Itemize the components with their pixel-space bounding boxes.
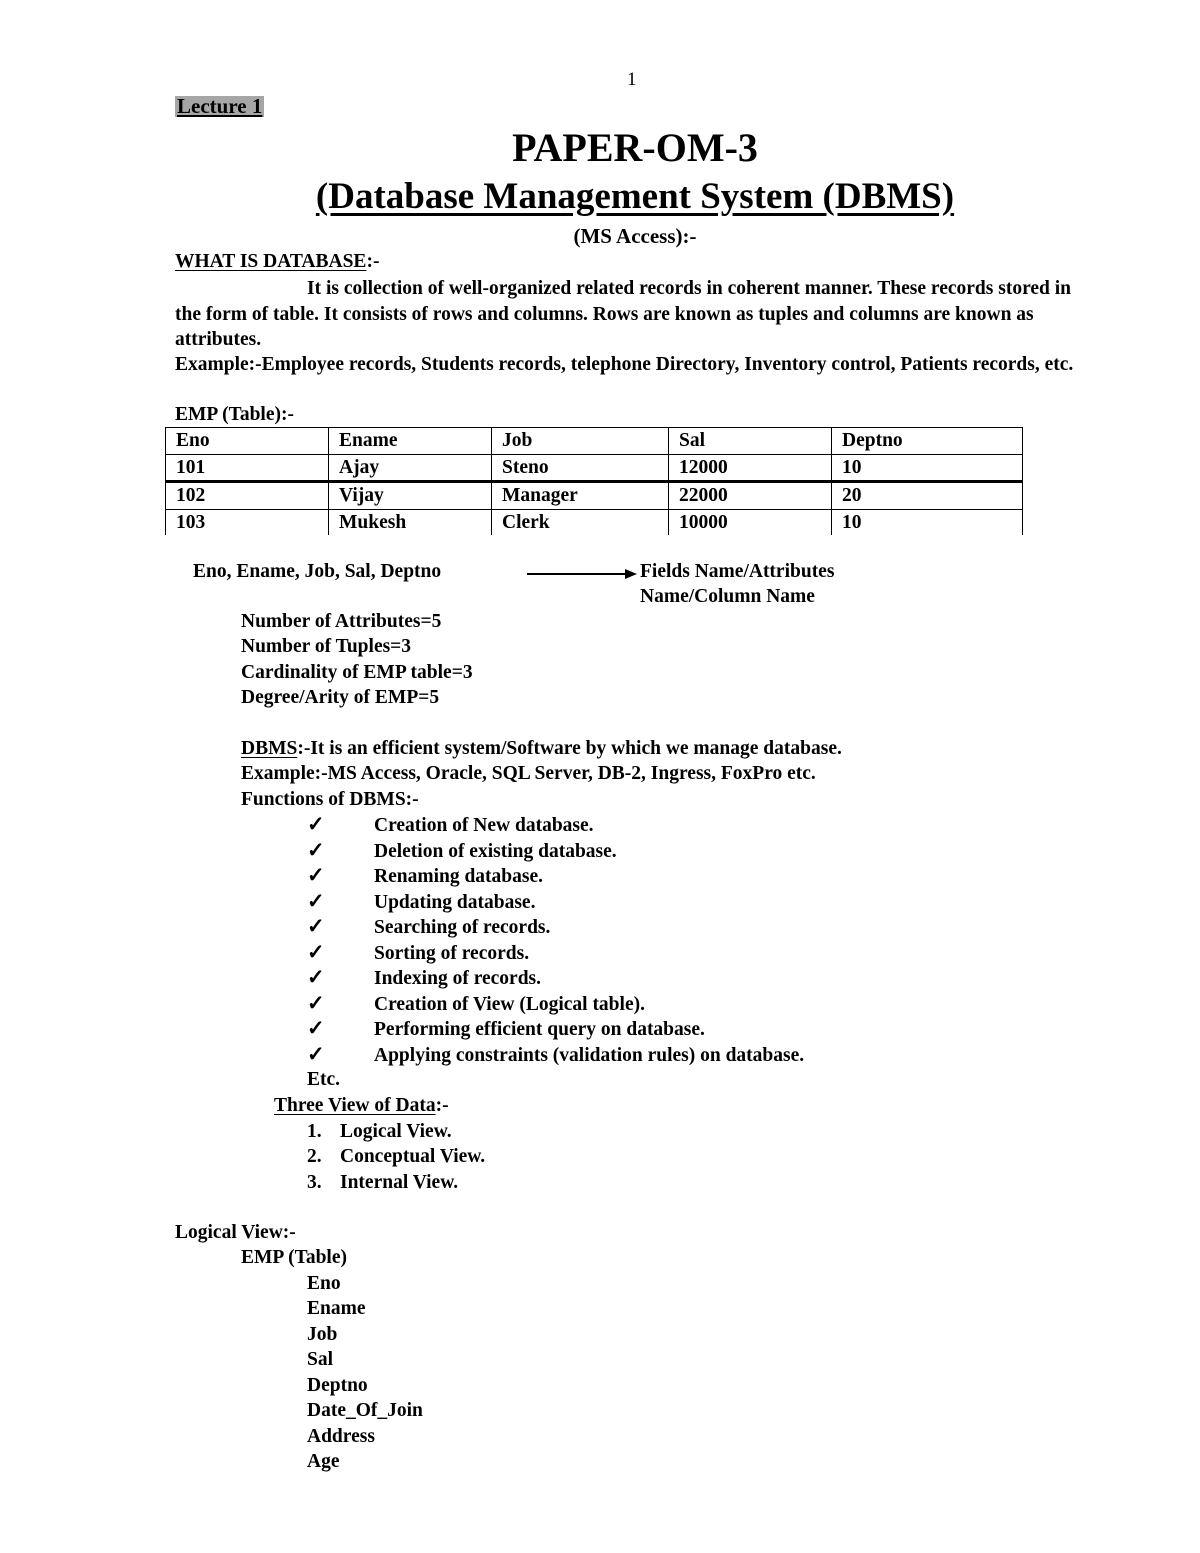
table-cell: Mukesh: [329, 509, 492, 535]
logical-field: Deptno: [307, 1375, 368, 1396]
functions-etc: Etc.: [307, 1069, 341, 1090]
table-header-cell: Deptno: [832, 428, 1023, 455]
checkmark-icon: ✓: [307, 1016, 325, 1040]
checkmark-icon: ✓: [307, 863, 325, 887]
function-item: Creation of New database.: [374, 815, 594, 836]
table-cell: 22000: [669, 482, 832, 510]
function-item: Creation of View (Logical table).: [374, 994, 645, 1015]
three-view-suffix: :-: [435, 1095, 449, 1116]
table-row: [166, 454, 1023, 482]
document-subtitle: (Database Management System (DBMS): [315, 176, 955, 217]
checkmark-icon: ✓: [307, 889, 325, 913]
checkmark-icon: ✓: [307, 965, 325, 989]
view-number: 3.: [307, 1172, 322, 1193]
dbms-examples: Example:-MS Access, Oracle, SQL Server, DB-2, Ingress, FoxPro etc.: [241, 763, 816, 784]
logical-table-name: EMP (Table): [241, 1247, 347, 1268]
logical-view-heading: Logical View:-: [175, 1222, 296, 1243]
table-cell: Ajay: [329, 454, 492, 482]
what-is-database-term: WHAT IS DATABASE: [175, 251, 367, 272]
logical-field: Date_Of_Join: [307, 1400, 423, 1421]
table-cell: Manager: [492, 482, 669, 510]
view-number: 2.: [307, 1146, 322, 1167]
function-item: Applying constraints (validation rules) on database.: [374, 1045, 805, 1066]
checkmark-icon: ✓: [307, 940, 325, 964]
fields-list: Eno, Ename, Job, Sal, Deptno: [193, 561, 442, 582]
logical-field: Eno: [307, 1273, 341, 1294]
function-item: Renaming database.: [374, 866, 544, 887]
table-cell: Steno: [492, 454, 669, 482]
stat-cardinality: Cardinality of EMP table=3: [241, 662, 473, 683]
logical-field: Age: [307, 1451, 340, 1472]
checkmark-icon: ✓: [307, 838, 325, 862]
document-subtitle-ms-access: (MS Access):-: [573, 224, 697, 248]
table-cell: 103: [166, 509, 329, 535]
view-item: Internal View.: [340, 1172, 459, 1193]
table-cell: 101: [166, 454, 329, 482]
table-row: [166, 509, 1023, 535]
stat-degree: Degree/Arity of EMP=5: [241, 687, 440, 708]
stat-tuples: Number of Tuples=3: [241, 636, 412, 657]
logical-field: Sal: [307, 1349, 334, 1370]
table-header-cell: Ename: [329, 428, 492, 455]
table-header-cell: Sal: [669, 428, 832, 455]
database-examples: Example:-Employee records, Students records, telephone Directory, Inventory control, Patients records, etc.: [175, 354, 1074, 375]
fields-label-line2: Name/Column Name: [640, 586, 815, 607]
checkmark-icon: ✓: [307, 991, 325, 1015]
document-title: PAPER-OM-3: [512, 125, 758, 170]
right-arrow-icon: [527, 567, 637, 581]
table-cell: 102: [166, 482, 329, 510]
view-item: Logical View.: [340, 1121, 452, 1142]
functions-heading: Functions of DBMS:-: [241, 789, 419, 810]
checkmark-icon: ✓: [307, 812, 325, 836]
view-number: 1.: [307, 1121, 322, 1142]
table-cell: 12000: [669, 454, 832, 482]
table-header-cell: Job: [492, 428, 669, 455]
function-item: Indexing of records.: [374, 968, 542, 989]
what-is-database-suffix: :-: [366, 251, 380, 272]
checkmark-icon: ✓: [307, 914, 325, 938]
checkmark-icon: ✓: [307, 1042, 325, 1066]
function-item: Updating database.: [374, 892, 536, 913]
function-item: Performing efficient query on database.: [374, 1019, 705, 1040]
table-header-row: [166, 428, 1023, 455]
table-cell: Clerk: [492, 509, 669, 535]
table-header-cell: Eno: [166, 428, 329, 455]
dbms-term: DBMS: [241, 738, 298, 759]
table-cell: 20: [832, 482, 1023, 510]
stat-attributes: Number of Attributes=5: [241, 611, 442, 632]
emp-table-caption: EMP (Table):-: [175, 404, 294, 425]
what-is-database-heading: [175, 252, 379, 272]
table-row: [166, 482, 1023, 510]
logical-field: Job: [307, 1324, 338, 1345]
three-view-heading: [274, 1096, 449, 1116]
fields-label-line1: Fields Name/Attributes: [640, 561, 835, 582]
three-view-term: Three View of Data: [274, 1095, 436, 1116]
table-cell: 10: [832, 509, 1023, 535]
dbms-definition-text: :-It is an efficient system/Software by which we manage database.: [297, 738, 842, 759]
dbms-definition: [241, 739, 842, 759]
table-cell: 10: [832, 454, 1023, 482]
logical-field: Address: [307, 1426, 375, 1447]
lecture-label: Lecture 1: [177, 94, 263, 118]
emp-table: [165, 427, 1023, 535]
table-cell: Vijay: [329, 482, 492, 510]
function-item: Searching of records.: [374, 917, 551, 938]
table-cell: 10000: [669, 509, 832, 535]
logical-field: Ename: [307, 1298, 366, 1319]
page-number: 1: [627, 69, 637, 90]
function-item: Sorting of records.: [374, 943, 530, 964]
function-item: Deletion of existing database.: [374, 841, 617, 862]
view-item: Conceptual View.: [340, 1146, 486, 1167]
database-definition: It is collection of well-organized related records in coherent manner. These records stored in the form of table. It consists of rows and columns. Rows are known as tuples and columns are known as attributes.: [175, 278, 1072, 350]
